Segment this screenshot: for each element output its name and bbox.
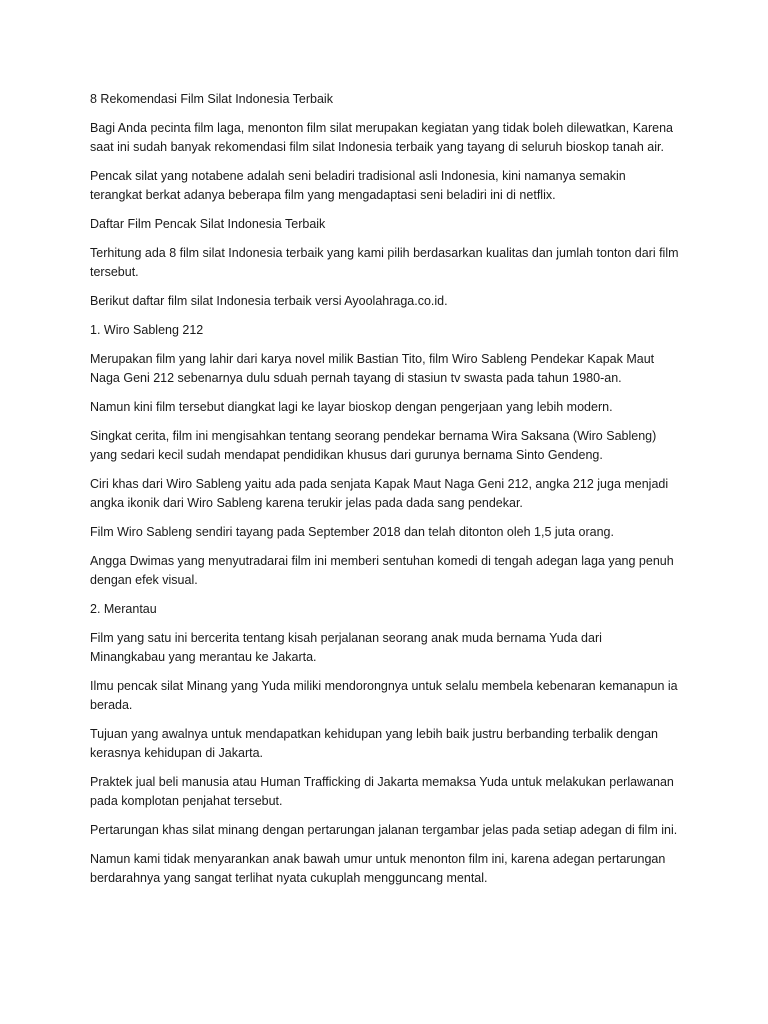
- paragraph-list-intro-2: Berikut daftar film silat Indonesia terbaik versi Ayoolahraga.co.id.: [90, 294, 448, 308]
- paragraph-merantau-3: Tujuan yang awalnya untuk mendapatkan kehidupan yang lebih baik justru berbanding terbalik dengan kerasnya kehidupan di Jakarta.: [90, 727, 658, 760]
- paragraph-wiro-4: Ciri khas dari Wiro Sableng yaitu ada pada senjata Kapak Maut Naga Geni 212, angka 212 juga menjadi angka ikonik dari Wiro Sableng karena terukir jelas pada dada sang pendekar.: [90, 477, 669, 510]
- paragraph-list-intro-1: Terhitung ada 8 film silat Indonesia terbaik yang kami pilih berdasarkan kualitas dan jumlah tonton dari film tersebut.: [90, 246, 679, 279]
- paragraph-merantau-1: Film yang satu ini bercerita tentang kisah perjalanan seorang anak muda bernama Yuda dari Minangkabau yang merantau ke Jakarta.: [90, 631, 602, 664]
- paragraph-wiro-1: Merupakan film yang lahir dari karya novel milik Bastian Tito, film Wiro Sableng Pendekar Kapak Maut Naga Geni 212 sebenarnya dulu sduah pernah tayang di stasiun tv swasta pada tahun 1980-an.: [90, 352, 655, 385]
- item-heading-wiro-sableng: 1. Wiro Sableng 212: [90, 323, 204, 337]
- item-heading-merantau: 2. Merantau: [90, 602, 157, 616]
- paragraph-wiro-2: Namun kini film tersebut diangkat lagi ke layar bioskop dengan pengerjaan yang lebih modern.: [90, 400, 613, 414]
- paragraph-merantau-4: Praktek jual beli manusia atau Human Trafficking di Jakarta memaksa Yuda untuk melakukan perlawanan pada komplotan penjahat tersebut.: [90, 775, 674, 808]
- paragraph-merantau-5: Pertarungan khas silat minang dengan pertarungan jalanan tergambar jelas pada setiap adegan di film ini.: [90, 823, 678, 837]
- section-heading-list: Daftar Film Pencak Silat Indonesia Terbaik: [90, 217, 326, 231]
- paragraph-wiro-5: Film Wiro Sableng sendiri tayang pada September 2018 dan telah ditonton oleh 1,5 juta orang.: [90, 525, 614, 539]
- paragraph-wiro-6: Angga Dwimas yang menyutradarai film ini memberi sentuhan komedi di tengah adegan laga yang penuh dengan efek visual.: [90, 554, 674, 587]
- paragraph-intro-2: Pencak silat yang notabene adalah seni beladiri tradisional asli Indonesia, kini namanya semakin terangkat berkat adanya beberapa film yang mengadaptasi seni beladiri ini di netflix.: [90, 169, 626, 202]
- document-title: 8 Rekomendasi Film Silat Indonesia Terbaik: [90, 92, 333, 106]
- paragraph-intro-1: Bagi Anda pecinta film laga, menonton film silat merupakan kegiatan yang tidak boleh dilewatkan, Karena saat ini sudah banyak rekomendasi film silat Indonesia terbaik yang tayang di seluruh bioskop tanah air.: [90, 121, 673, 154]
- paragraph-wiro-3: Singkat cerita, film ini mengisahkan tentang seorang pendekar bernama Wira Saksana (Wiro Sableng) yang sedari kecil sudah mendapat pendidikan khusus dari gurunya bernama Sinto Gendeng.: [90, 429, 657, 462]
- paragraph-merantau-6: Namun kami tidak menyarankan anak bawah umur untuk menonton film ini, karena adegan pertarungan berdarahnya yang sangat terlihat nyata cukuplah mengguncang mental.: [90, 852, 666, 885]
- document-page: [90, 90, 680, 898]
- paragraph-merantau-2: Ilmu pencak silat Minang yang Yuda miliki mendorongnya untuk selalu membela kebenaran kemanapun ia berada.: [90, 679, 678, 712]
